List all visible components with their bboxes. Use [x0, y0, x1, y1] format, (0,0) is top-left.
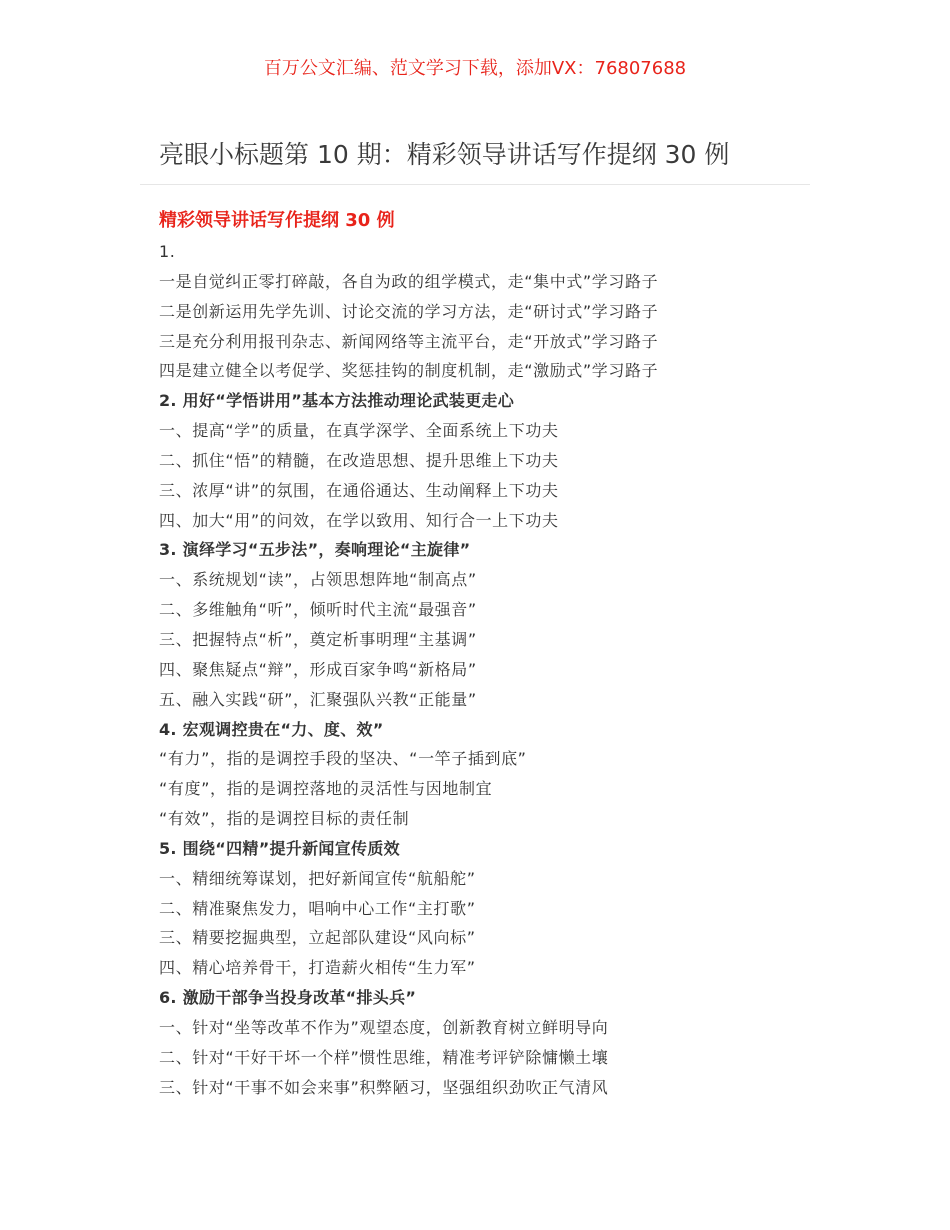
promo-banner: 百万公文汇编、范文学习下载，添加VX：76807688 [263, 58, 687, 79]
outline-item: “有效”，指的是调控目标的责任制 [159, 809, 410, 829]
outline-list [159, 237, 799, 1102]
outline-item: 二、精准聚焦发力，唱响中心工作“主打歌” [159, 898, 476, 918]
outline-item: 一、提高“学”的质量，在真学深学、全面系统上下功夫 [159, 421, 559, 441]
outline-item: 四、聚焦疑点“辩”，形成百家争鸣“新格局” [159, 659, 477, 679]
outline-item: 二、抓住“悟”的精髓，在改造思想、提升思维上下功夫 [159, 450, 559, 470]
outline-item: 一、针对“坐等改革不作为”观望态度，创新教育树立鲜明导向 [159, 1017, 609, 1037]
outline-item: 二、多维触角“听”，倾听时代主流“最强音” [159, 600, 477, 620]
outline-item: 1. [159, 242, 176, 261]
outline-item: 四、加大“用”的问效，在学以致用、知行合一上下功夫 [159, 510, 559, 530]
outline-heading: 3. 演绎学习“五步法”，奏响理论“主旋律” [159, 540, 471, 560]
outline-item: 五、融入实践“研”，汇聚强队兴教“正能量” [159, 689, 477, 709]
title-divider [140, 184, 810, 185]
outline-item: 一、精细统筹谋划，把好新闻宣传“航船舵” [159, 868, 476, 888]
outline-item: 二是创新运用先学先训、讨论交流的学习方法，走“研讨式”学习路子 [159, 301, 659, 321]
outline-item: 一、系统规划“读”，占领思想阵地“制高点” [159, 570, 477, 590]
outline-item: 四是建立健全以考促学、奖惩挂钩的制度机制，走“激励式”学习路子 [159, 361, 659, 381]
outline-item: “有力”，指的是调控手段的坚决、“一竿子插到底” [159, 749, 527, 769]
outline-item: 二、针对“干好干坏一个样”惯性思维，精准考评铲除慵懒土壤 [159, 1047, 609, 1067]
outline-item: 三、针对“干事不如会来事”积弊陋习，坚强组织劲吹正气清风 [159, 1077, 609, 1097]
outline-heading: 4. 宏观调控贵在“力、度、效” [159, 719, 384, 739]
outline-item: 三是充分利用报刊杂志、新闻网络等主流平台，走“开放式”学习路子 [159, 331, 659, 351]
outline-item: 一是自觉纠正零打碎敲，各自为政的组学模式，走“集中式”学习路子 [159, 271, 659, 291]
outline-item: 三、把握特点“析”，奠定析事明理“主基调” [159, 629, 477, 649]
outline-heading: 5. 围绕“四精”提升新闻宣传质效 [159, 838, 400, 858]
outline-item: “有度”，指的是调控落地的灵活性与因地制宜 [159, 779, 493, 799]
page-title: 亮眼小标题第 10 期：精彩领导讲话写作提纲 30 例 [159, 140, 730, 169]
outline-item: 四、精心培养骨干，打造薪火相传“生力军” [159, 958, 476, 978]
section-title: 精彩领导讲话写作提纲 30 例 [159, 210, 395, 231]
outline-item: 三、精要挖掘典型，立起部队建设“风向标” [159, 928, 476, 948]
outline-item: 三、浓厚“讲”的氛围，在通俗通达、生动阐释上下功夫 [159, 480, 559, 500]
outline-heading: 2. 用好“学悟讲用”基本方法推动理论武装更走心 [159, 391, 515, 411]
outline-heading: 6. 激励干部争当投身改革“排头兵” [159, 988, 417, 1008]
